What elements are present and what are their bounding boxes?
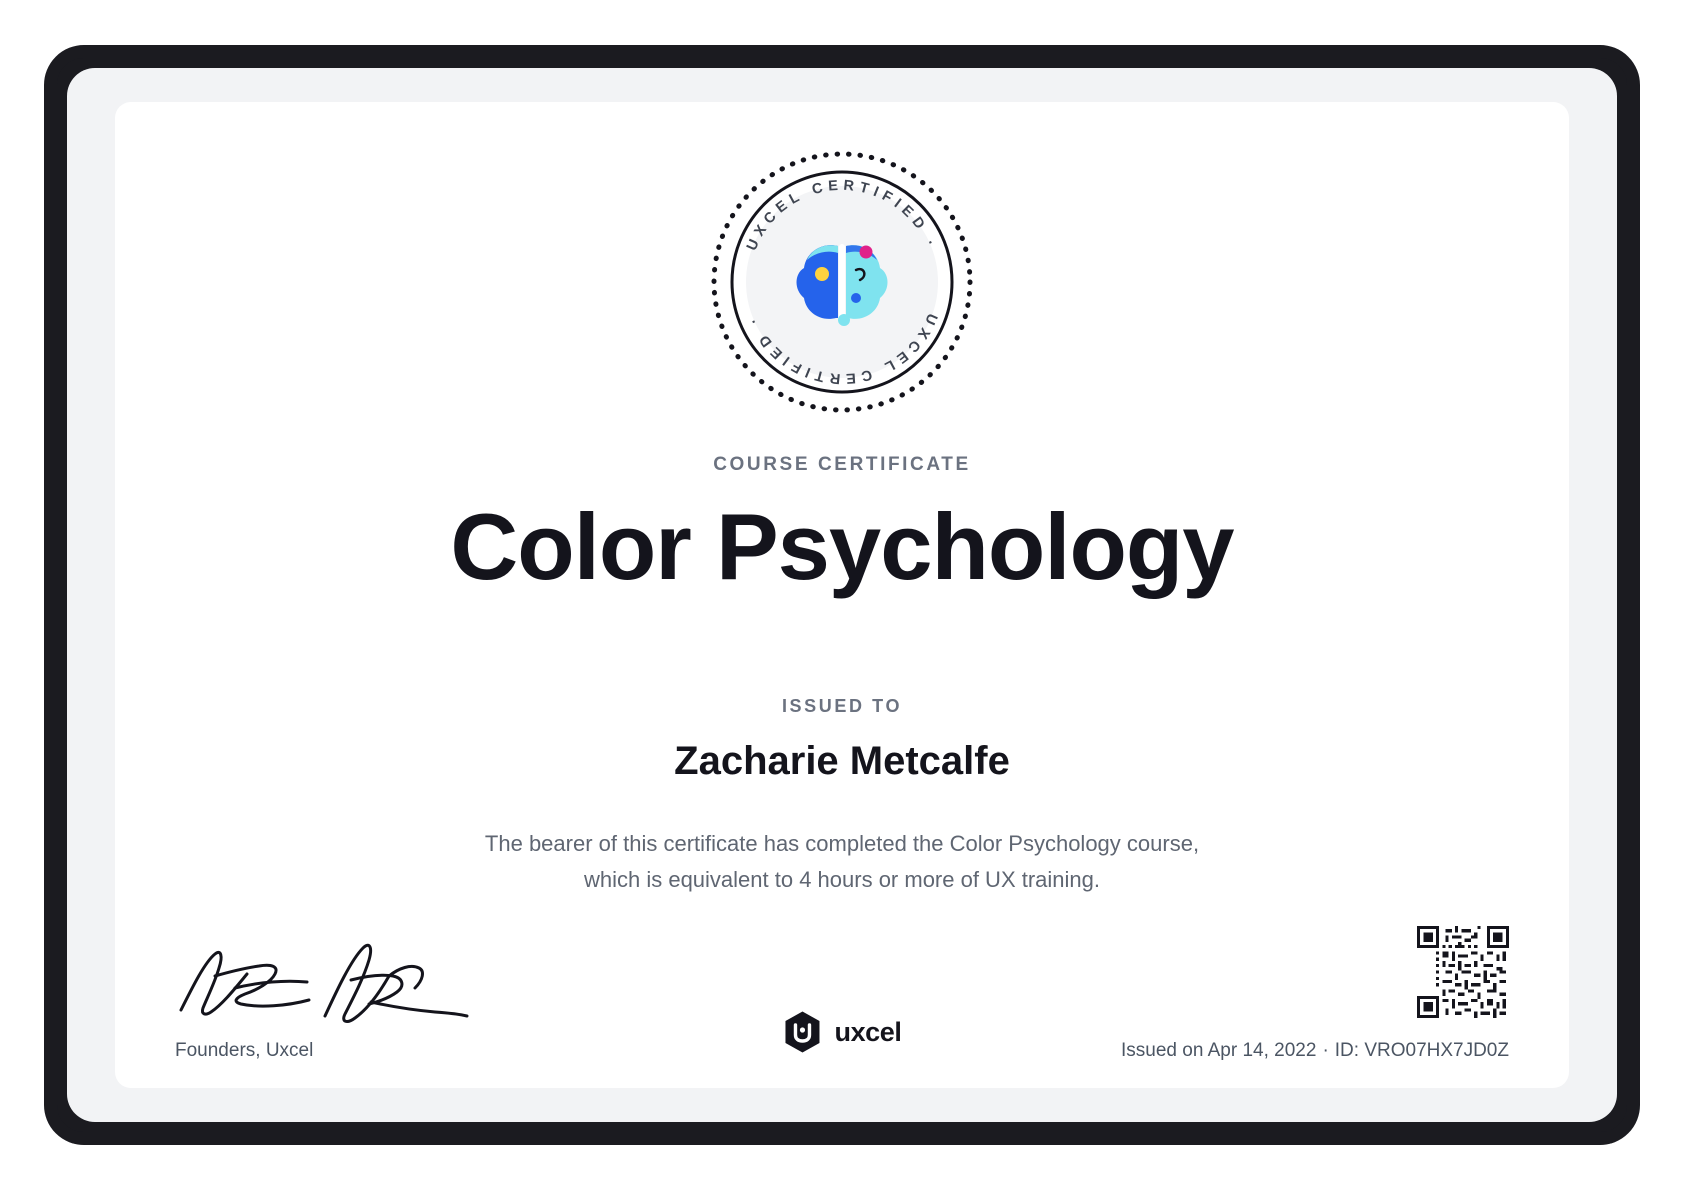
signature-block	[175, 932, 595, 1062]
certificate-card	[115, 102, 1569, 1088]
certified-seal	[708, 148, 976, 416]
kicker-label: COURSE CERTIFICATE	[713, 454, 971, 475]
statement-line-1: The bearer of this certificate has completed the Color Psychology course,	[484, 830, 1200, 856]
recipient-name: Zacharie Metcalfe	[674, 738, 1010, 783]
certificate-mat	[67, 68, 1617, 1122]
signature-caption: Founders, Uxcel	[175, 1040, 314, 1061]
issued-on-text: Issued on Apr 14, 2022	[1121, 1040, 1317, 1061]
certificate-id: ID: VRO07HX7JD0Z	[1334, 1040, 1509, 1061]
svg-text:UXCEL CERTIFIED ·: UXCEL CERTIFIED ·	[743, 177, 941, 254]
qr-code-icon	[1417, 926, 1509, 1018]
certificate-frame	[44, 45, 1640, 1145]
page-title: Color Psychology	[450, 494, 1234, 599]
certificate-statement	[485, 826, 1199, 899]
brand-name: uxcel	[834, 1016, 902, 1047]
svg-text:UXCEL CERTIFIED ·: UXCEL CERTIFIED ·	[743, 310, 941, 387]
statement-line-2: which is equivalent to 4 hours or more of UX training.	[583, 866, 1101, 892]
issued-to-label: ISSUED TO	[781, 695, 903, 716]
issue-meta-line	[1121, 1040, 1509, 1062]
meta-separator: ·	[1322, 1040, 1329, 1061]
certificate-footer	[175, 892, 1509, 1062]
brand-lockup	[782, 1010, 901, 1054]
signature-icon	[175, 932, 475, 1028]
uxcel-cube-logo-icon	[782, 1010, 822, 1054]
certificate-meta	[1121, 926, 1509, 1062]
